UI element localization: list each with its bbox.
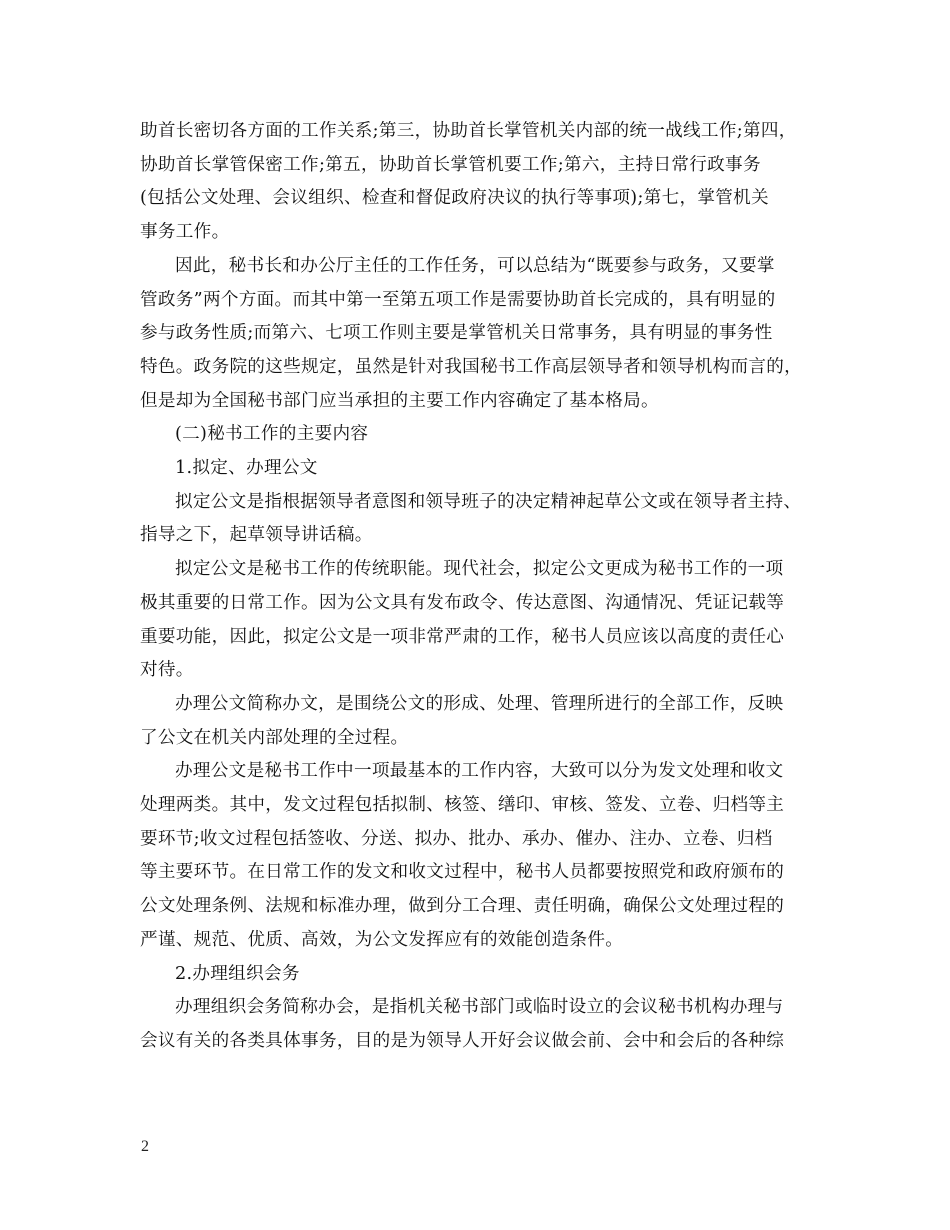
text-line: 但是却为全国秘书部门应当承担的主要工作内容确定了基本格局。 [140,390,659,411]
text-line: (包括公文处理、会议组织、检查和督促政府决议的执行等事项);第七，掌管机关 [140,188,769,209]
paragraph-body [140,991,820,1058]
paragraph-summary [140,250,820,419]
paragraph-body [140,688,820,755]
paragraph-definition [140,486,820,553]
text-line: 管政务”两个方面。而其中第一至第五项工作是需要协助首长完成的，具有明显的 [140,289,776,310]
text-line: 助首长密切各方面的工作关系;第三，协助首长掌管机关内部的统一战线工作;第四， [140,121,797,141]
text-line: 拟定公文是秘书工作的传统职能。现代社会，拟定公文更成为秘书工作的一项 [175,559,784,580]
text-line: 办理公文是秘书工作中一项最基本的工作内容，大致可以分为发文处理和收文 [175,761,784,782]
heading-text: (二)秘书工作的主要内容 [175,424,369,445]
subsection-heading [140,958,820,992]
text-line: 公文处理条例、法规和标准办理，做到分工合理、责任明确，确保公文处理过程的 [140,896,785,917]
text-line: 处理两类。其中，发文过程包括拟制、核签、缮印、审核、签发、立卷、归档等主 [140,795,785,816]
text-line: 等主要环节。在日常工作的发文和收文过程中，秘书人员都要按照党和政府颁布的 [140,862,785,883]
text-line: 对待。 [140,660,194,681]
text-line: 重要功能，因此，拟定公文是一项非常严肃的工作，秘书人员应该以高度的责任心 [140,626,785,647]
heading-text: 1.拟定、办理公文 [175,458,318,479]
text-line: 协助首长掌管保密工作;第五，协助首长掌管机要工作;第六，主持日常行政事务 [140,154,761,175]
text-line: 了公文在机关内部处理的全过程。 [140,727,409,748]
section-heading [140,418,820,452]
paragraph-body [140,553,820,688]
text-line: 办理公文简称办文，是围绕公文的形成、处理、管理所进行的全部工作，反映 [175,693,784,714]
text-line: 极其重要的日常工作。因为公文具有发布政令、传达意图、沟通情况、凭证记载等 [140,592,785,613]
subsection-heading [140,452,820,486]
text-line: 会议有关的各类具体事务，目的是为领导人开好会议做会前、会中和会后的各种综 [140,1030,785,1051]
text-line: 要环节;收文过程包括签收、分送、拟办、批办、承办、催办、注办、立卷、归档 [140,828,773,849]
text-line: 指导之下，起草领导讲话稿。 [140,525,373,546]
text-line: 事务工作。 [140,222,230,243]
paragraph-continuation [140,115,820,250]
heading-text: 2.办理组织会务 [175,963,300,984]
text-line: 因此，秘书长和办公厅主任的工作任务，可以总结为“既要参与政务，又要掌 [175,255,775,276]
page-number: 2 [141,1138,149,1155]
text-line: 严谨、规范、优质、高效，为公文发挥应有的效能创造条件。 [140,929,624,950]
text-line: 办理组织会务简称办会，是指机关秘书部门或临时设立的会议秘书机构办理与 [175,997,784,1018]
text-line: 拟定公文是指根据领导者意图和领导班子的决定精神起草公文或在领导者主持、 [175,491,802,512]
text-line: 参与政务性质;而第六、七项工作则主要是掌管机关日常事务，具有明显的事务性 [140,323,773,344]
paragraph-body [140,755,820,957]
document-body [140,115,820,1059]
text-line: 特色。政务院的这些规定，虽然是针对我国秘书工作高层领导者和领导机构而言的， [140,356,803,377]
